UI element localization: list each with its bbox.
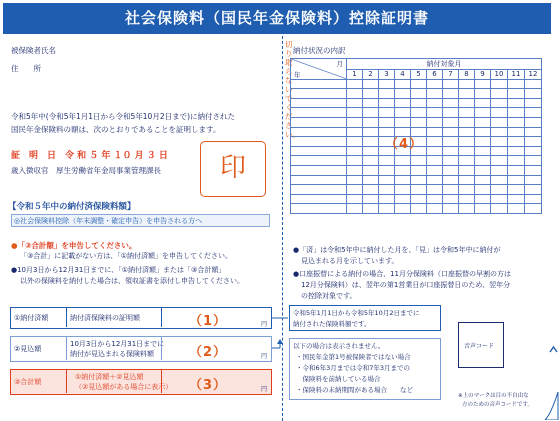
grid-cell — [411, 89, 427, 99]
row-desc-2: 納付が見込まれる保険料額 — [70, 350, 154, 358]
header-month: 月 — [336, 60, 343, 68]
grid-cell — [491, 117, 508, 127]
grid-cell — [347, 156, 363, 166]
insured-name-label: 被保険者氏名 — [11, 46, 56, 55]
row-paid-amount — [10, 307, 272, 329]
cert-text-1: 令和5年中(令和5年1月1日から令和5年10月2日まで)に納付された — [11, 112, 236, 121]
grid-cell — [395, 194, 411, 204]
grid-cell — [395, 156, 411, 166]
grid-year-cell — [291, 79, 347, 89]
grid-cell — [525, 127, 542, 137]
grid-year-cell — [291, 165, 347, 175]
grid-cell — [508, 117, 525, 127]
voice-code-label: 音声コード — [464, 343, 495, 350]
grid-cell — [491, 89, 508, 99]
grid-cell — [508, 194, 525, 204]
grid-cell — [347, 127, 363, 137]
month-header-3: 3 — [379, 70, 395, 80]
grid-year-cell — [291, 98, 347, 108]
month-header-1: 1 — [347, 70, 363, 80]
month-header-10: 10 — [491, 70, 508, 80]
grid-cell — [508, 204, 525, 214]
box1-b: 納付された保険料額です。 — [293, 320, 371, 328]
grid-year-cell — [291, 204, 347, 214]
grid-cell — [459, 127, 475, 137]
grid-cell — [347, 194, 363, 204]
grid-cell — [363, 137, 379, 147]
grid-cell — [443, 137, 459, 147]
grid-cell — [411, 79, 427, 89]
grid-cell — [427, 89, 443, 99]
grid-row — [291, 165, 542, 175]
box2-a: 以下の場合は表示されません。 — [293, 342, 385, 350]
grid-cell — [347, 137, 363, 147]
grid-cell — [379, 175, 395, 185]
grid-cell — [395, 108, 411, 118]
grid-cell — [363, 194, 379, 204]
grid-cell — [475, 89, 491, 99]
grid-cell — [379, 79, 395, 89]
row-desc: ①納付済額＋②見込額 — [75, 373, 144, 381]
grid-cell — [491, 127, 508, 137]
grid-cell — [427, 98, 443, 108]
grid-cell — [363, 98, 379, 108]
cert-text-2: 国民年金保険料の額は、次のとおりであることを証明します。 — [11, 125, 221, 134]
instr-2b: 以外の保険料を納付した場合は、領収証書を添付し申告してください。 — [20, 277, 244, 285]
grid-row — [291, 117, 542, 127]
grid-cell — [427, 108, 443, 118]
grid-cell — [508, 137, 525, 147]
grid-cell — [379, 89, 395, 99]
grid-cell — [491, 175, 508, 185]
grid-cell — [395, 175, 411, 185]
instr-2a: ●10月3日から12月31日までに、「①納付済額」または「③合計額」 — [11, 266, 226, 274]
grid-cell — [395, 89, 411, 99]
instr-1a — [11, 240, 136, 251]
grid-marker: （4） — [385, 137, 424, 152]
note-2b: 12月分保険料）は、翌年の第1営業日が口座振替日のため、翌年分 — [301, 281, 511, 289]
grid-cell — [411, 98, 427, 108]
grid-cell — [427, 185, 443, 195]
grid-cell — [411, 108, 427, 118]
grid-cell — [525, 137, 542, 147]
address-label: 住 所 — [11, 64, 41, 73]
grid-cell — [525, 204, 542, 214]
grid-cell — [491, 185, 508, 195]
row-label: ①納付済額 — [14, 314, 49, 322]
box2-e: ・保険料の未納期間がある場合 など — [296, 386, 413, 394]
row-desc: 納付済保険料の証明額 — [70, 314, 140, 322]
note-box-not-shown — [289, 338, 441, 400]
grid-cell — [347, 79, 363, 89]
row-desc-2: （②見込額がある場合に表示） — [75, 383, 173, 391]
document-title: 社会保険料（国民年金保険料）控除証明書 — [3, 3, 551, 34]
grid-cell — [379, 165, 395, 175]
voice-note-b: 方のための音声コードです。 — [462, 402, 534, 408]
grid-cell — [427, 117, 443, 127]
grid-cell — [395, 165, 411, 175]
grid-cell — [363, 108, 379, 118]
grid-cell — [363, 165, 379, 175]
grid-cell — [508, 108, 525, 118]
grid-cell — [475, 108, 491, 118]
instr-1a-text: 「③合計額」を申告してください。 — [17, 241, 137, 250]
grid-cell — [491, 98, 508, 108]
grid-cell — [475, 146, 491, 156]
box2-b: ・国民年金第1号被保険者ではない場合 — [296, 353, 411, 361]
grid-cell — [491, 194, 508, 204]
grid-cell — [525, 89, 542, 99]
grid-cell — [459, 175, 475, 185]
section-heading: 【令和５年中の納付済保険料額】 — [8, 202, 136, 212]
grid-cell — [347, 98, 363, 108]
grid-cell — [508, 79, 525, 89]
month-header-9: 9 — [475, 70, 491, 80]
grid-cell — [411, 194, 427, 204]
grid-cell — [459, 79, 475, 89]
grid-row — [291, 185, 542, 195]
corner-fold-icon — [545, 392, 559, 420]
grid-cell — [525, 146, 542, 156]
yen-unit: 円 — [261, 386, 268, 393]
note-2c: の控除対象です。 — [301, 292, 357, 300]
grid-cell — [427, 165, 443, 175]
grid-cell — [395, 204, 411, 214]
grid-cell — [459, 185, 475, 195]
grid-cell — [491, 204, 508, 214]
grid-cell — [491, 137, 508, 147]
grid-cell — [491, 146, 508, 156]
grid-cell — [443, 79, 459, 89]
grid-cell — [411, 117, 427, 127]
grid-cell — [491, 108, 508, 118]
grid-cell — [525, 117, 542, 127]
instr-1b: 「③合計」に記載がない方は、「①納付済額」を申告してください。 — [20, 252, 233, 260]
grid-cell — [379, 194, 395, 204]
grid-cell — [363, 79, 379, 89]
note-box-paid — [289, 305, 441, 331]
grid-row — [291, 89, 542, 99]
grid-cell — [395, 117, 411, 127]
grid-cell — [411, 156, 427, 166]
grid-cell — [411, 185, 427, 195]
grid-cell — [427, 156, 443, 166]
grid-cell — [379, 98, 395, 108]
note-1b: 見込まれる月を示しています。 — [301, 257, 399, 265]
grid-cell — [525, 108, 542, 118]
grid-cell — [508, 165, 525, 175]
grid-cell — [459, 165, 475, 175]
grid-cell — [427, 204, 443, 214]
section-sub-box — [11, 214, 270, 227]
bullet-dot: ● — [11, 241, 18, 250]
grid-cell — [475, 79, 491, 89]
month-header-2: 2 — [363, 70, 379, 80]
row-desc: 10月3日から12月31日までに — [70, 340, 165, 348]
grid-cell — [459, 117, 475, 127]
grid-cell — [475, 127, 491, 137]
grid-year-cell — [291, 146, 347, 156]
grid-cell — [443, 117, 459, 127]
grid-cell — [525, 156, 542, 166]
grid-cell — [427, 146, 443, 156]
grid-row — [291, 98, 542, 108]
issuer: 歳入徴収官 厚生労働省年金局事業管理課長 — [11, 166, 161, 175]
header-target: 納付対象月 — [347, 59, 542, 70]
header-year: 年 — [294, 70, 301, 79]
month-header-4: 4 — [395, 70, 411, 80]
grid-cell — [459, 156, 475, 166]
grid-row — [291, 204, 542, 214]
grid-cell — [443, 185, 459, 195]
row-expected-amount — [10, 336, 272, 362]
grid-cell — [363, 127, 379, 137]
grid-cell — [347, 146, 363, 156]
box2-d: 保険料を前納している場合 — [296, 375, 381, 383]
grid-cell — [347, 204, 363, 214]
grid-cell — [427, 79, 443, 89]
grid-cell — [347, 89, 363, 99]
amount-marker: （1） — [189, 314, 228, 329]
month-header-8: 8 — [459, 70, 475, 80]
grid-cell — [508, 98, 525, 108]
grid-cell — [395, 185, 411, 195]
grid-row — [291, 108, 542, 118]
grid-cell — [379, 117, 395, 127]
grid-year-cell — [291, 156, 347, 166]
grid-cell — [508, 185, 525, 195]
grid-cell — [491, 79, 508, 89]
grid-cell — [379, 108, 395, 118]
grid-cell — [363, 175, 379, 185]
grid-year-cell — [291, 127, 347, 137]
grid-cell — [508, 175, 525, 185]
box1-a: 令和5年1月1日から令和5年10月2日までに — [293, 309, 420, 317]
grid-cell — [395, 98, 411, 108]
amount-marker: （2） — [189, 345, 228, 360]
proof-date: 証 明 日 令 和 ５ 年 １０ 月 ３ 日 — [11, 151, 168, 161]
chevron-up-icon — [549, 345, 558, 357]
grid-cell — [411, 165, 427, 175]
grid-cell — [363, 185, 379, 195]
voice-note-a: ※上のマークは目の不自由な — [458, 393, 529, 399]
grid-cell — [459, 137, 475, 147]
grid-cell — [443, 175, 459, 185]
grid-year-cell — [291, 117, 347, 127]
grid-cell — [475, 204, 491, 214]
breakdown-heading: 納付状況の内訳 — [293, 46, 346, 55]
grid-cell — [491, 165, 508, 175]
grid-cell — [443, 194, 459, 204]
grid-cell — [443, 89, 459, 99]
grid-cell — [347, 108, 363, 118]
grid-cell — [363, 204, 379, 214]
month-header-5: 5 — [411, 70, 427, 80]
row-total-amount — [10, 369, 272, 395]
grid-cell — [475, 156, 491, 166]
grid-row — [291, 79, 542, 89]
grid-cell — [443, 98, 459, 108]
grid-cell — [475, 185, 491, 195]
grid-row — [291, 194, 542, 204]
grid-cell — [427, 127, 443, 137]
grid-cell — [459, 98, 475, 108]
yen-unit: 円 — [261, 321, 268, 328]
grid-cell — [475, 175, 491, 185]
grid-cell — [347, 175, 363, 185]
grid-cell — [525, 165, 542, 175]
grid-cell — [411, 204, 427, 214]
grid-cell — [525, 185, 542, 195]
grid-corner-cell — [291, 59, 347, 80]
grid-cell — [363, 89, 379, 99]
grid-cell — [491, 156, 508, 166]
grid-cell — [459, 146, 475, 156]
grid-cell — [363, 117, 379, 127]
grid-cell — [443, 146, 459, 156]
grid-cell — [459, 204, 475, 214]
month-header-7: 7 — [443, 70, 459, 80]
month-header-12: 12 — [525, 70, 542, 80]
grid-cell — [525, 175, 542, 185]
grid-cell — [508, 127, 525, 137]
month-header-11: 11 — [508, 70, 525, 80]
voice-code-box — [458, 322, 504, 368]
amount-marker: （3） — [189, 378, 228, 393]
grid-cell — [459, 194, 475, 204]
row-label: ③合計額 — [14, 378, 42, 386]
grid-cell — [475, 137, 491, 147]
grid-cell — [363, 146, 379, 156]
grid-year-cell — [291, 108, 347, 118]
grid-cell — [395, 79, 411, 89]
grid-cell — [411, 175, 427, 185]
grid-cell — [379, 156, 395, 166]
grid-cell — [443, 204, 459, 214]
connector-lines — [270, 300, 290, 360]
grid-cell — [347, 165, 363, 175]
grid-cell — [379, 185, 395, 195]
section-sub: ◎社会保険料控除（年末調整・確定申告）を申告される方へ — [14, 217, 203, 225]
grid-cell — [427, 175, 443, 185]
grid-cell — [459, 89, 475, 99]
note-2a: ●口座振替による納付の場合、11月分保険料（口座振替の早割の方は — [293, 270, 512, 278]
grid-row — [291, 156, 542, 166]
grid-year-cell — [291, 185, 347, 195]
grid-year-cell — [291, 137, 347, 147]
grid-cell — [525, 194, 542, 204]
grid-cell — [508, 146, 525, 156]
grid-cell — [525, 79, 542, 89]
tear-off-warning: 切り取らないでください。 — [285, 40, 300, 139]
note-1a: ●「済」は令和5年中に納付した月を、「見」は令和5年中に納付が — [293, 246, 501, 254]
grid-year-cell — [291, 175, 347, 185]
grid-cell — [508, 89, 525, 99]
grid-cell — [379, 204, 395, 214]
grid-cell — [475, 117, 491, 127]
grid-row — [291, 175, 542, 185]
grid-cell — [427, 194, 443, 204]
grid-cell — [443, 156, 459, 166]
yen-unit: 円 — [261, 353, 268, 360]
month-header-6: 6 — [427, 70, 443, 80]
grid-cell — [443, 108, 459, 118]
box2-c: ・令和6年3月までは令和7年3月までの — [296, 364, 411, 372]
seal-stamp: 印 — [200, 141, 266, 197]
grid-cell — [475, 98, 491, 108]
grid-year-cell — [291, 194, 347, 204]
grid-cell — [508, 156, 525, 166]
grid-cell — [347, 185, 363, 195]
grid-year-cell — [291, 89, 347, 99]
grid-cell — [475, 194, 491, 204]
grid-cell — [363, 156, 379, 166]
grid-cell — [525, 98, 542, 108]
grid-cell — [443, 127, 459, 137]
perforation-line — [282, 36, 283, 421]
grid-cell — [459, 108, 475, 118]
row-label: ②見込額 — [14, 345, 42, 353]
grid-cell — [475, 165, 491, 175]
grid-cell — [427, 137, 443, 147]
grid-cell — [443, 165, 459, 175]
grid-cell — [347, 117, 363, 127]
